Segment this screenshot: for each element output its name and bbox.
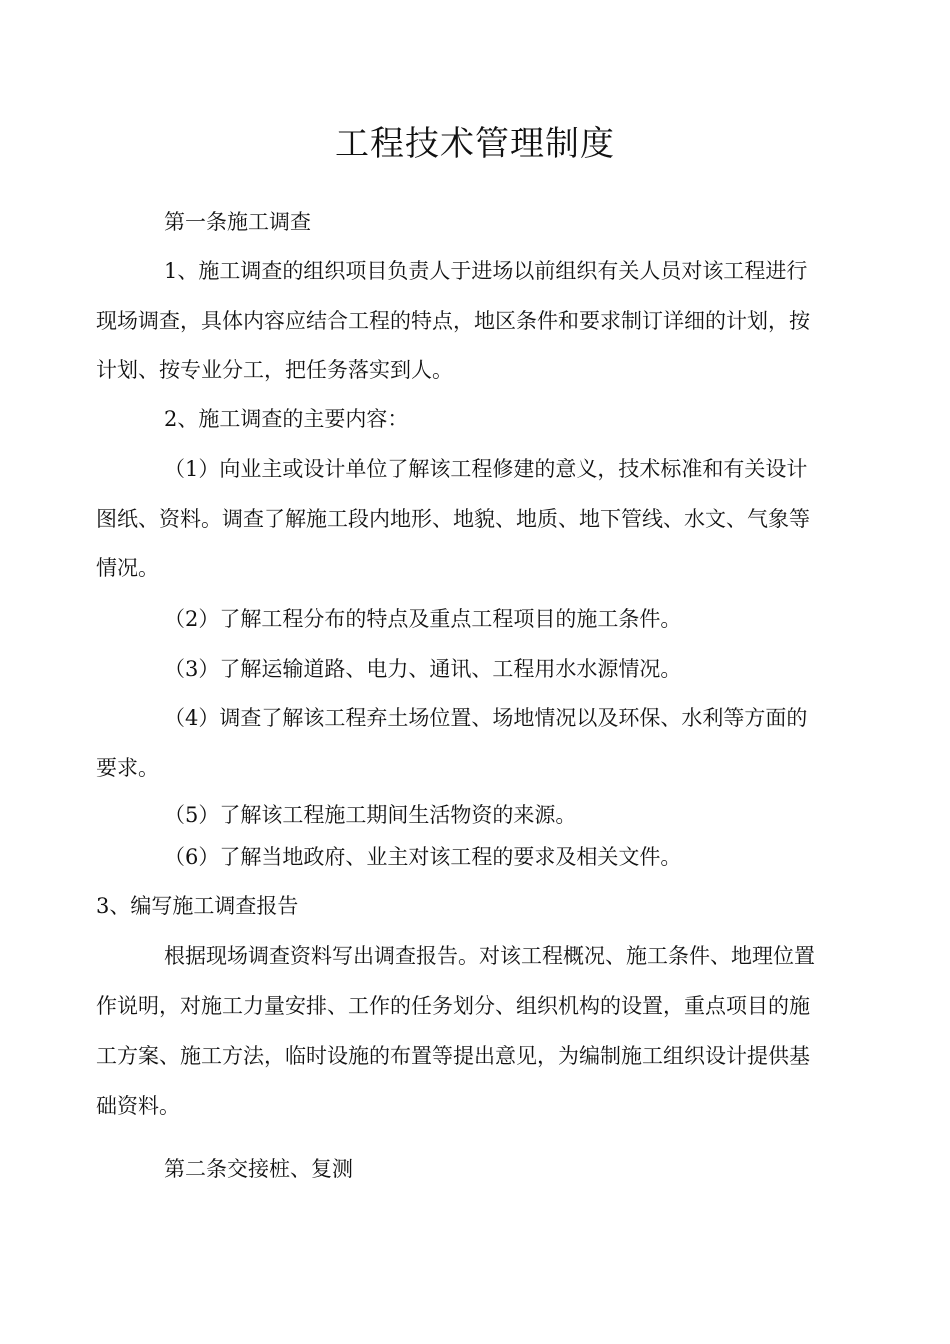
item-1-line-3: 情况。 <box>96 556 159 580</box>
item-6-line-1: （6）了解当地政府、业主对该工程的要求及相关文件。 <box>164 845 682 869</box>
article-2-heading: 第二条交接桩、复测 <box>164 1157 353 1181</box>
document-title: 工程技术管理制度 <box>335 123 615 164</box>
item-3-line-1: （3）了解运输道路、电力、通讯、工程用水水源情况。 <box>164 657 682 681</box>
paragraph-4-line-2: 作说明，对施工力量安排、工作的任务划分、组织机构的设置，重点项目的施 <box>96 994 810 1018</box>
paragraph-1-line-1: 1、施工调查的组织项目负责人于进场以前组织有关人员对该工程进行 <box>164 259 808 283</box>
item-2-line-1: （2）了解工程分布的特点及重点工程项目的施工条件。 <box>164 607 682 631</box>
paragraph-3-line-1: 3、编写施工调查报告 <box>96 894 299 918</box>
item-1-line-2: 图纸、资料。调查了解施工段内地形、地貌、地质、地下管线、水文、气象等 <box>96 507 810 531</box>
item-1-line-1: （1）向业主或设计单位了解该工程修建的意义，技术标准和有关设计 <box>164 457 808 481</box>
article-1-heading: 第一条施工调查 <box>164 210 311 234</box>
paragraph-1-line-3: 计划、按专业分工，把任务落实到人。 <box>96 358 453 382</box>
paragraph-4-line-3: 工方案、施工方法，临时设施的布置等提出意见，为编制施工组织设计提供基 <box>96 1044 810 1068</box>
item-4-line-2: 要求。 <box>96 756 159 780</box>
paragraph-2-line-1: 2、施工调查的主要内容： <box>164 407 409 431</box>
paragraph-1-line-2: 现场调查，具体内容应结合工程的特点，地区条件和要求制订详细的计划，按 <box>96 309 810 333</box>
item-4-line-1: （4）调查了解该工程弃土场位置、场地情况以及环保、水利等方面的 <box>164 706 808 730</box>
item-5-line-1: （5）了解该工程施工期间生活物资的来源。 <box>164 803 577 827</box>
paragraph-4-line-4: 础资料。 <box>96 1094 180 1118</box>
paragraph-4-line-1: 根据现场调查资料写出调查报告。对该工程概况、施工条件、地理位置 <box>164 944 815 968</box>
